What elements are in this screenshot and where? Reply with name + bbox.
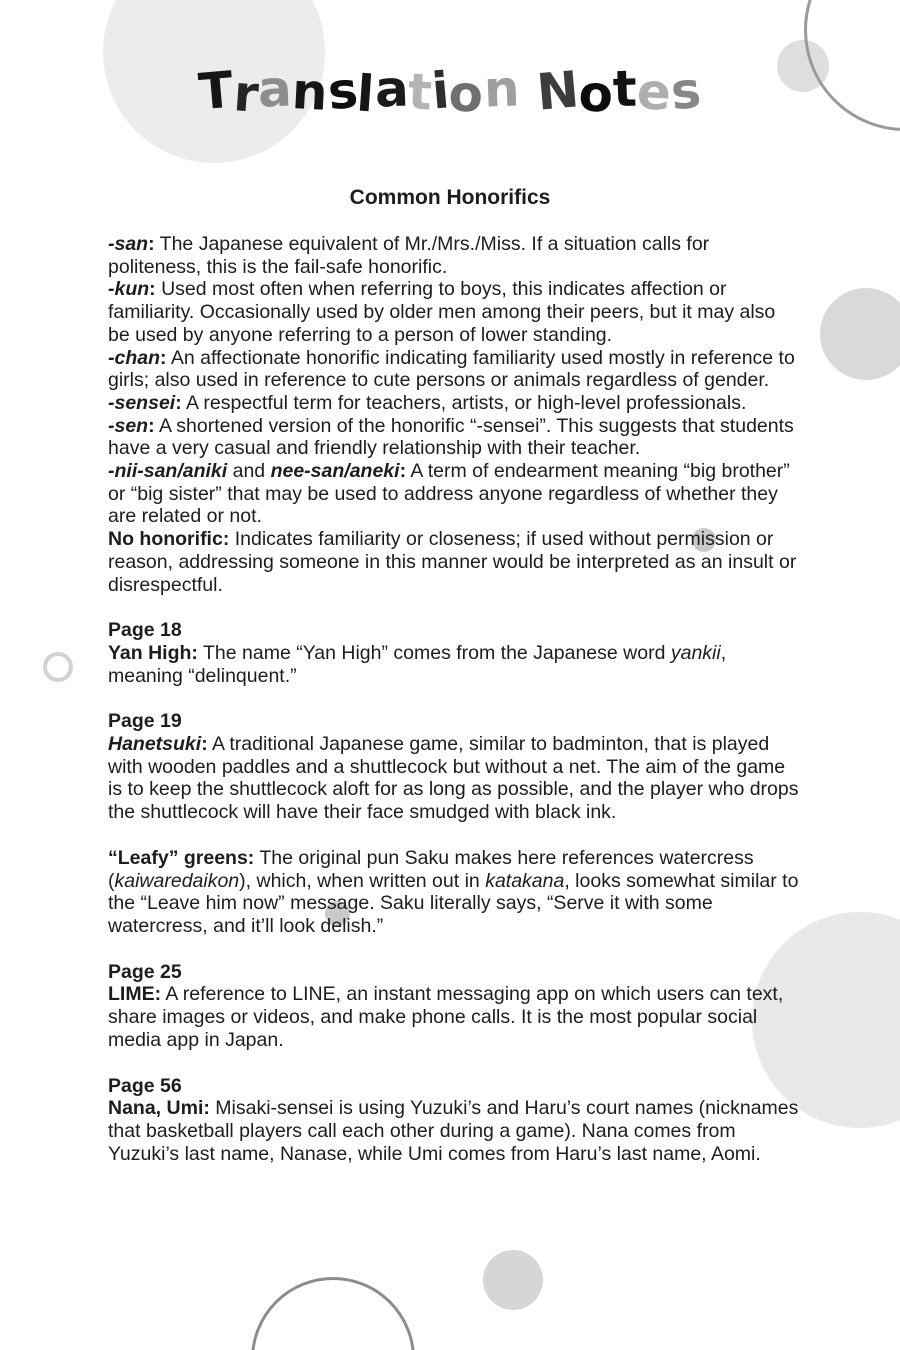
honorific-entry-sen: -sen: A shortened version of the honorific “-sensei”. This suggests that students have a very casual and friendly relationship with their teacher. [108,414,794,460]
honorifics-block [108,233,800,596]
honorific-entry-sensei: -sensei: A respectful term for teachers, artists, or high-level professionals. [108,391,747,414]
note-heading-page-56: Page 56 [108,1074,182,1097]
note-body-leafy-greens: “Leafy” greens: The original pun Saku makes here references watercress (kaiwaredaikon), which, when written out in katakana, looks somewhat similar to the “Leave him now” message. Saku literally says, “Serve it with some watercress, and it’ll look delish.” [108,846,799,937]
note-page-18 [108,619,800,687]
decorative-dot-bottom [483,1250,543,1310]
decorative-circle-right [820,288,900,380]
honorific-entry-nii-san: -nii-san/aniki and nee-san/aneki: A term of endearment meaning “big brother” or “big sister” that may be used to address anyone regardless of whether they are related or not. [108,460,790,528]
decorative-ring-bottom [251,1277,415,1350]
note-heading-page-19: Page 19 [108,710,182,733]
decorative-ring-left [43,652,73,682]
note-page-56 [108,1075,800,1166]
section-heading-common-honorifics: Common Honorifics [349,186,551,209]
honorific-entry-kun: -kun: Used most often when referring to boys, this indicates affection or familiarity. Occasionally used by older men among their peers, but it may also be used by anyone referring to a person of lower standing. [108,278,776,346]
honorific-entry-san: -san: The Japanese equivalent of Mr./Mrs./Miss. If a situation calls for politeness, this is the fail-safe honorific. [108,233,710,278]
note-page-25 [108,961,800,1052]
honorific-entry-no-honorific: No honorific: Indicates familiarity or closeness; if used without permission or reason, addressing someone in this manner would be interpreted as an insult or disrespectful. [108,528,797,596]
note-page-19 [108,710,800,937]
note-body-yan-high: Yan High: The name “Yan High” comes from the Japanese word yankii, meaning “delinquent.” [108,641,727,687]
note-body-hanetsuki: Hanetsuki: A traditional Japanese game, similar to badminton, that is played with wooden paddles and a shuttlecock but without a net. The aim of the game is to keep the shuttlecock aloft for as long as possible, and the player who drops the shuttlecock will have their face smudged with black ink. [108,733,799,824]
page-title: Translation Notes [196,59,703,125]
note-heading-page-25: Page 25 [108,960,182,983]
note-body-lime: LIME: A reference to LINE, an instant messaging app on which users can text, share images or videos, and make phone calls. It is the most popular social media app in Japan. [108,983,784,1051]
note-body-nana-umi: Nana, Umi: Misaki-sensei is using Yuzuki’s and Haru’s court names (nicknames that basketball players call each other during a game). Nana comes from Yuzuki’s last name, Nanase, while Umi comes from Haru’s last name, Aomi. [108,1097,799,1165]
note-heading-page-18: Page 18 [108,619,182,642]
honorific-entry-chan: -chan: An affectionate honorific indicating familiarity used mostly in reference to girls; also used in reference to cute persons or animals regardless of gender. [108,346,795,392]
notes-content [108,233,800,1165]
